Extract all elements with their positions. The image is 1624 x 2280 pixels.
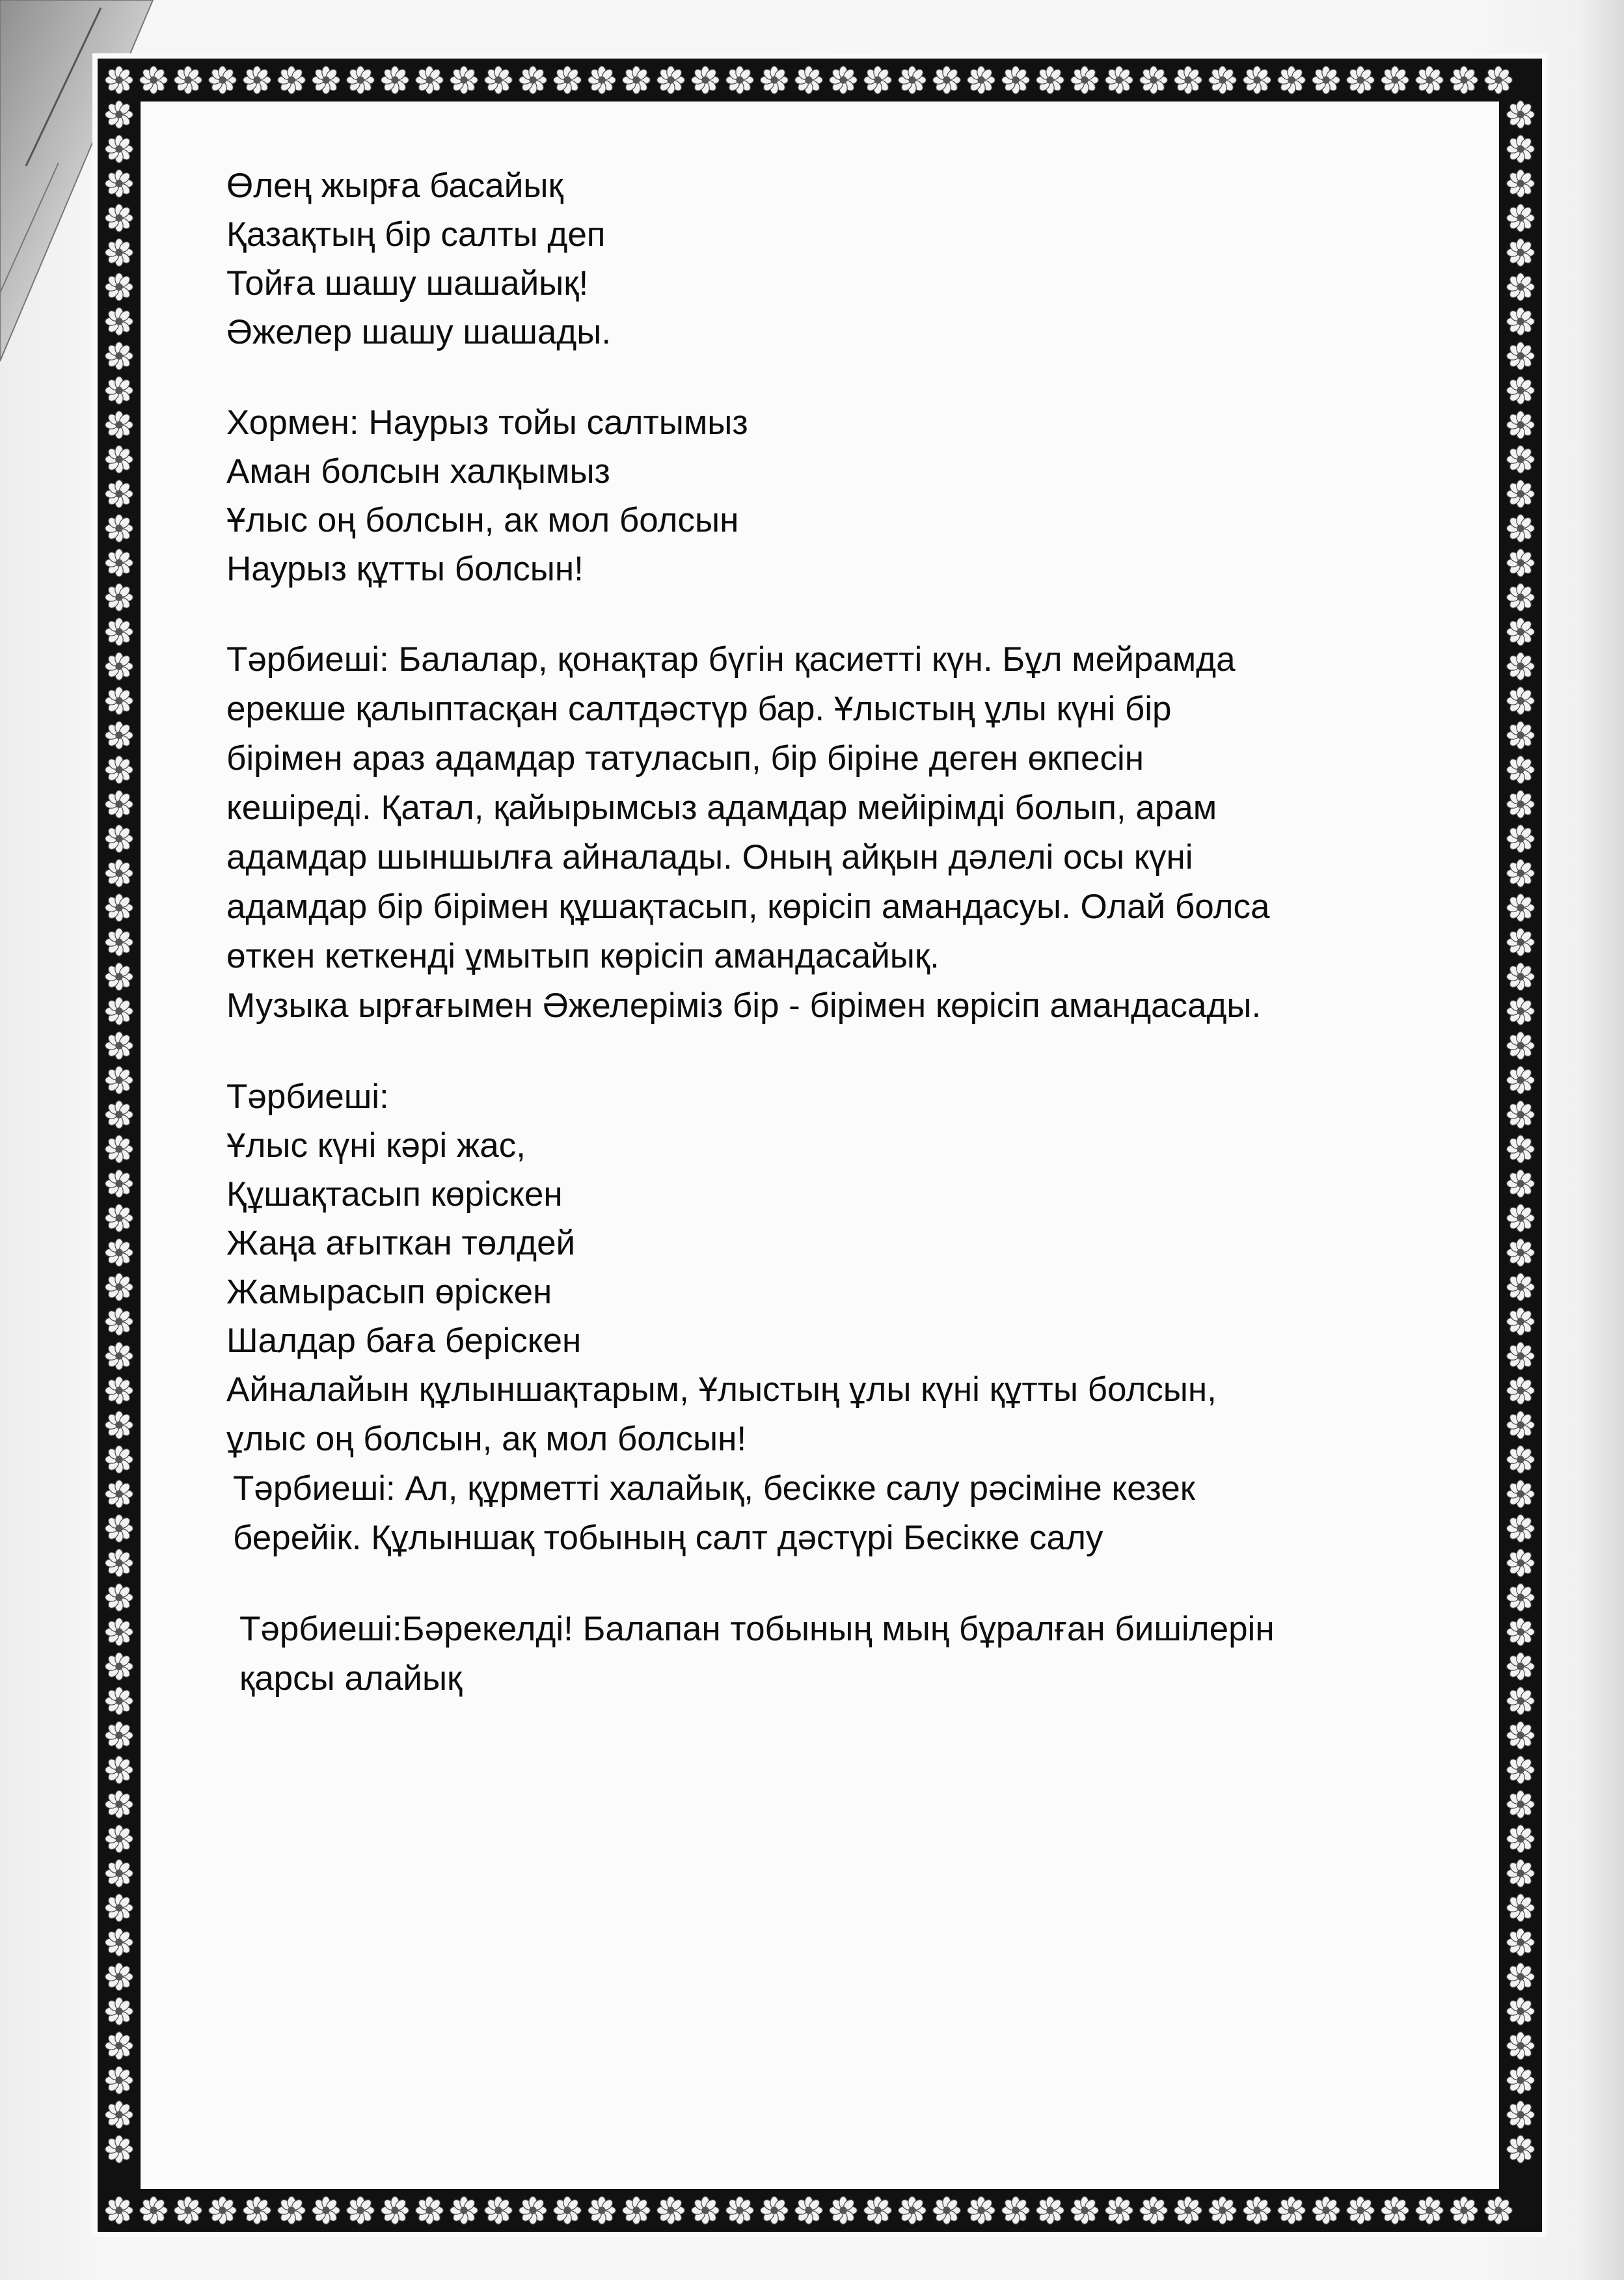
text-line: Жамырасып өріскен [226,1273,552,1311]
spacer [226,357,1476,398]
border-top [98,59,1542,102]
text-line: Қазақтың бір салты деп [226,215,606,254]
text-line: қарсы алайық [239,1659,463,1698]
text-line: Музыка ырғағымен Әжелеріміз бір - бірімен көрісіп амандасады. [226,986,1262,1025]
text-line: берейік. Құлыншақ тобының салт дәстүрі Бесікке салу [233,1519,1103,1557]
text-line: Ұлыс оң болсын, ак мол болсын [226,501,739,539]
border-bottom [98,2189,1542,2232]
text-line: Тәрбиеші:Бәрекелді! Балапан тобының мың бұралған бишілерін [239,1610,1275,1648]
text-line: Өлең жырға басайық [226,167,563,205]
spacer [226,1563,1476,1605]
text-line: Ұлыс күні кәрі жас, [226,1126,526,1165]
text-line: Әжелер шашу шашады. [226,313,612,351]
border-right [1499,59,1542,2232]
text-line: Хормен: Наурыз тойы салтымыз [226,403,748,442]
dancers-section [226,1605,1476,1703]
intro-poem [226,161,1476,357]
text-line: Тәрбиеші: Ал, құрметті халайық, бесікке салу рәсіміне кезек [233,1469,1195,1508]
text-line: Тойға шашу шашайық! [226,264,589,303]
text-line: Жаңа ағыткан төлдей [226,1224,576,1262]
chorus [226,398,1476,593]
text-line: бірімен араз адамдар татуласып, бір біріне деген өкпесін [226,739,1144,778]
text-line: Тәрбиеші: Балалар, қонақтар бүгін қасиетті күн. Бұл мейрамда [226,640,1236,679]
spacer [226,1031,1476,1072]
teacher-speech [226,635,1476,1031]
cradle-section [226,1464,1476,1563]
text-line: ұлыс оң болсын, ақ мол болсын! [226,1420,747,1458]
text-line: кешіреді. Қатал, қайырымсыз адамдар мейірімді болып, арам [226,789,1217,827]
text-line: адамдар шыншылға айналады. Оның айқын дәлелі осы күні [226,838,1193,876]
text-line: Шалдар баға беріскен [226,1322,582,1360]
text-line: Наурыз құтты болсын! [226,550,584,588]
text-line: Тәрбиеші: [226,1078,389,1116]
text-line: өткен кеткенді ұмытып көрісіп амандасайық. [226,937,940,975]
text-line: адамдар бір бірімен құшақтасып, көрісіп амандасуы. Олай болса [226,888,1270,926]
document-body [226,161,1476,1703]
text-line: ерекше қалыптасқан салтдәстүр бар. Ұлыстың ұлы күні бір [226,690,1172,728]
text-line: Құшақтасып көріскен [226,1175,563,1214]
border-left [98,59,141,2232]
text-line: Аман болсын халқымыз [226,452,610,491]
text-line: Айналайын құлыншақтарым, Ұлыстың ұлы күні құтты болсын, [226,1370,1217,1409]
page-edge-shadow [1578,0,1624,2280]
teacher-poem [226,1072,1476,1464]
spacer [226,593,1476,635]
